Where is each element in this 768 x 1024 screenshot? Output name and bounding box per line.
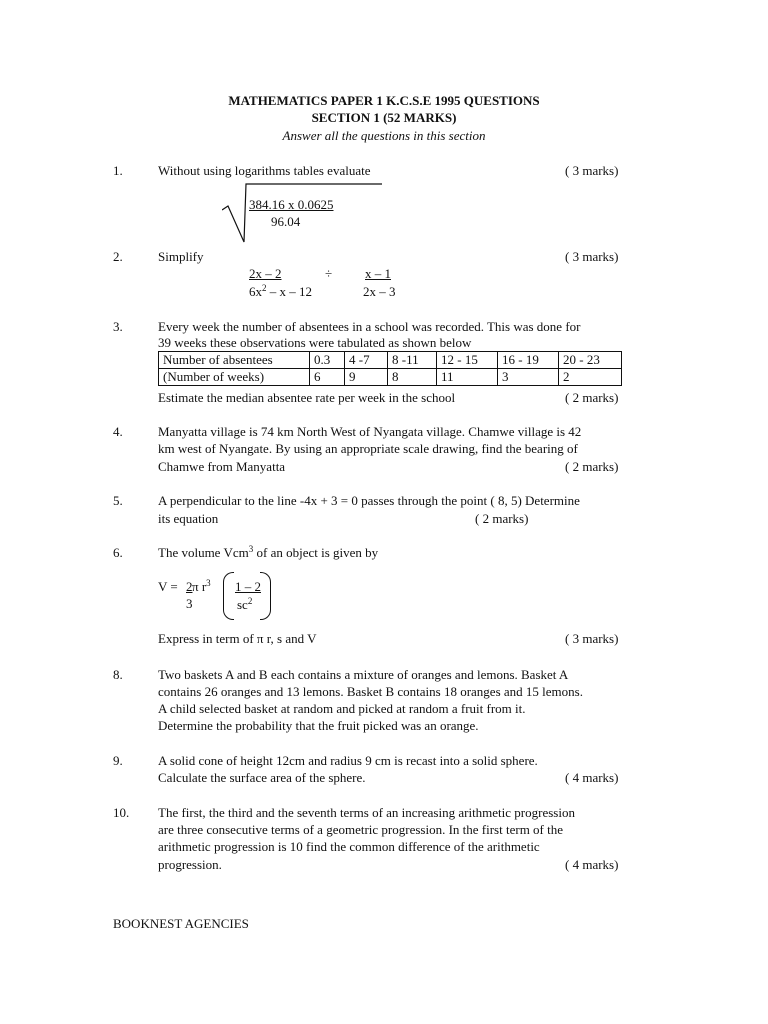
root-numerator: 384.16 x 0.0625: [249, 197, 334, 212]
question-number: 9.: [113, 753, 123, 768]
question-text-line-3: Chamwe from Manyatta: [158, 459, 286, 474]
question-text-line-1: A perpendicular to the line -4x + 3 = 0 passes through the point ( 8, 5) Determine: [158, 493, 580, 508]
question-number: 1.: [113, 163, 123, 178]
question-number: 5.: [113, 493, 123, 508]
question-text-line-4: progression.: [158, 857, 222, 872]
question-text-line-1: Two baskets A and B each contains a mixture of oranges and lemons. Basket A: [158, 667, 569, 682]
table-cell: 20 - 23: [559, 352, 622, 369]
table-cell: (Number of weeks): [159, 369, 310, 386]
table-cell: 8 -11: [388, 352, 437, 369]
table-cell: 9: [345, 369, 388, 386]
question-text-line-2: 39 weeks these observations were tabulated as shown below: [158, 335, 472, 350]
coefficient-denominator: 3: [186, 596, 193, 611]
table-cell: 2: [559, 369, 622, 386]
question-text-line-2: Calculate the surface area of the sphere.: [158, 770, 366, 785]
express-instruction: Express in term of π r, s and V: [158, 631, 317, 646]
pi-r-cubed: π $r^3$: [192, 578, 211, 594]
table-cell: 8: [388, 369, 437, 386]
table-cell: 16 - 19: [498, 352, 559, 369]
question-text-line-2: contains 26 oranges and 13 lemons. Basket B contains 18 oranges and 15 lemons.: [158, 684, 583, 699]
coefficient-numerator: 2: [186, 579, 193, 594]
question-text: The volume Vcm$^3$ of an object is given by: [158, 544, 379, 560]
question-number: 6.: [113, 545, 123, 560]
question-number: 8.: [113, 667, 123, 682]
fraction-2-numerator: x – 1: [365, 266, 391, 281]
paper-title: MATHEMATICS PAPER 1 K.C.S.E 1995 QUESTIONS: [228, 93, 540, 108]
question-marks: ( 3 marks): [565, 249, 619, 264]
question-text-line-2: km west of Nyangate. By using an appropriate scale drawing, find the bearing of: [158, 441, 578, 456]
question-marks: ( 2 marks): [475, 511, 529, 526]
table-cell: 11: [437, 369, 498, 386]
question-text-line-1: The first, the third and the seventh terms of an increasing arithmetic progression: [158, 805, 575, 820]
question-marks: ( 2 marks): [565, 390, 619, 405]
question-text-line-1: Manyatta village is 74 km North West of Nyangata village. Chamwe village is 42: [158, 424, 582, 439]
question-text-line-2: are three consecutive terms of a geometric progression. In the first term of the: [158, 822, 564, 837]
square-root-sign: [222, 182, 384, 244]
table-cell: Number of absentees: [159, 352, 310, 369]
fraction-1-numerator: 2x – 2: [249, 266, 282, 281]
inner-denominator: $sc^2$: [237, 596, 253, 612]
table-cell: 3: [498, 369, 559, 386]
question-text-line-4: Determine the probability that the fruit picked was an orange.: [158, 718, 479, 733]
question-text-line-3: arithmetic progression is 10 find the common difference of the arithmetic: [158, 839, 540, 854]
question-marks: ( 3 marks): [565, 163, 619, 178]
table-row: [159, 352, 622, 369]
question-number: 3.: [113, 319, 123, 334]
right-parenthesis: [260, 572, 271, 620]
question-text-line-2: its equation: [158, 511, 219, 526]
publisher-footer: BOOKNEST AGENCIES: [113, 916, 249, 931]
question-text-line-1: A solid cone of height 12cm and radius 9 cm is recast into a solid sphere.: [158, 753, 538, 768]
question-text-line-3: Estimate the median absentee rate per week in the school: [158, 390, 456, 405]
section-heading: SECTION 1 (52 MARKS): [311, 110, 457, 125]
division-operator: ÷: [325, 266, 333, 281]
question-number: 2.: [113, 249, 123, 264]
volume-formula-lhs: V =: [158, 579, 178, 594]
question-number: 10.: [113, 805, 130, 820]
left-parenthesis: [223, 572, 234, 620]
fraction-2-denominator: 2x – 3: [363, 284, 396, 299]
table-cell: 6: [310, 369, 345, 386]
question-text-line-3: A child selected basket at random and picked at random a fruit from it.: [158, 701, 526, 716]
table-cell: 4 -7: [345, 352, 388, 369]
question-marks: ( 4 marks): [565, 770, 619, 785]
table-row: [159, 369, 622, 386]
question-marks: ( 4 marks): [565, 857, 619, 872]
root-denominator: 96.04: [271, 214, 301, 229]
table-cell: 12 - 15: [437, 352, 498, 369]
section-instruction: Answer all the questions in this section: [282, 128, 486, 143]
question-marks: ( 3 marks): [565, 631, 619, 646]
inner-numerator: 1 – 2: [235, 579, 261, 594]
absentees-table: [158, 351, 622, 386]
question-marks: ( 2 marks): [565, 459, 619, 474]
bracketed-term: [223, 572, 273, 620]
question-text-line-1: Every week the number of absentees in a school was recorded. This was done for: [158, 319, 581, 334]
table-cell: 0.3: [310, 352, 345, 369]
question-text: Without using logarithms tables evaluate: [158, 163, 371, 178]
fraction-1-denominator: $6x^2$ – x – 12: [249, 283, 312, 299]
question-text: Simplify: [158, 249, 204, 264]
question-number: 4.: [113, 424, 123, 439]
